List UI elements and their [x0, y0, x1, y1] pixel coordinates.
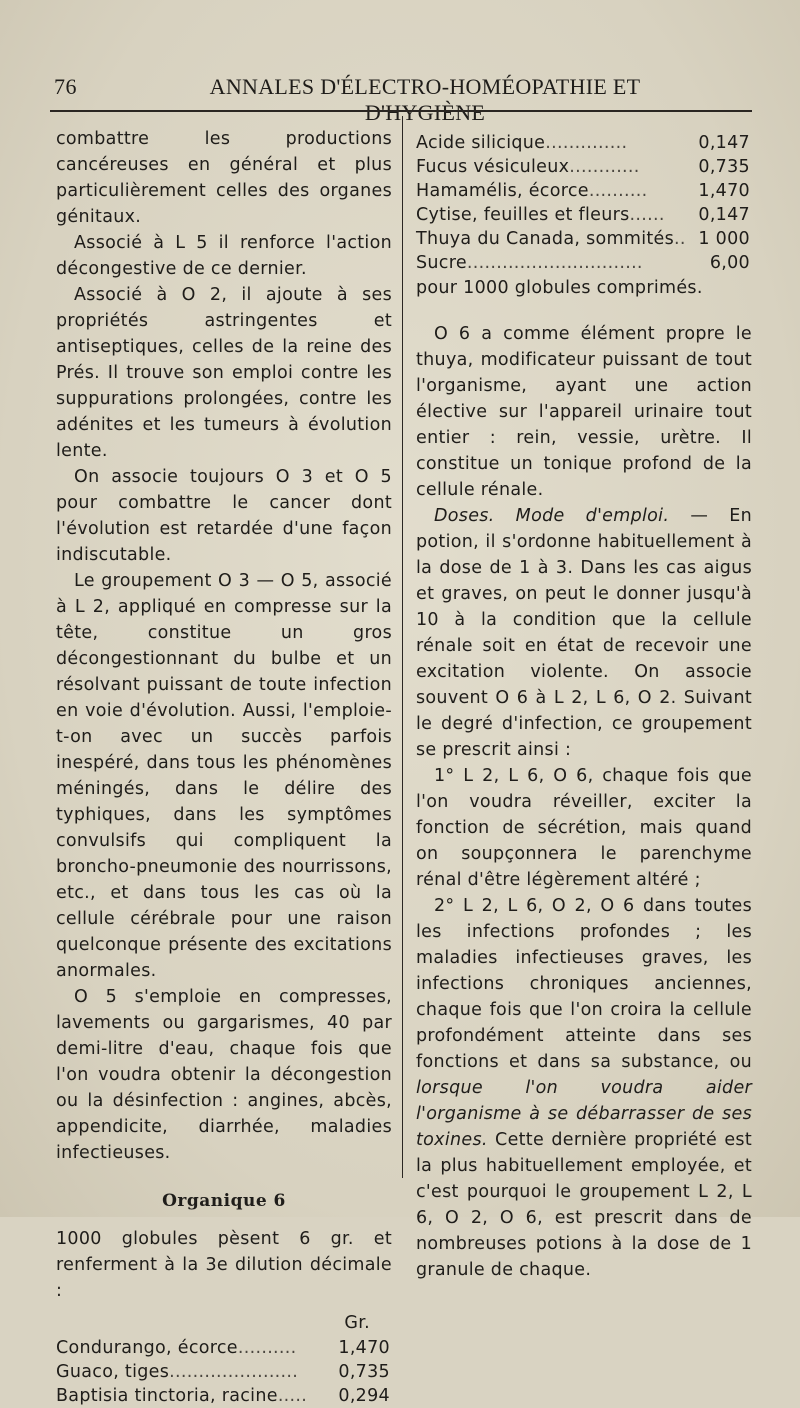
- ingredient-row: [56, 1384, 392, 1408]
- ingredient-name: Thuya du Canada, sommités: [416, 229, 675, 249]
- item-emphasis: lorsque l'on voudra aider l'organisme à se débarrasser de ses toxines.: [416, 1078, 752, 1150]
- dot-leader: ..........: [588, 181, 648, 201]
- dot-leader: ..........: [237, 1338, 297, 1358]
- ingredient-qty: 1 000: [698, 229, 750, 249]
- page-number: 76: [54, 74, 77, 99]
- ingredient-name: Acide silicique: [416, 133, 546, 153]
- ingredient-row: [416, 179, 752, 203]
- unit-label: Gr.: [344, 1313, 370, 1333]
- page-header: [0, 70, 800, 125]
- paragraph: On associe toujours O 3 et O 5 pour combattre le cancer dont l'évolution est retardée d'une façon indiscutable.: [56, 467, 392, 565]
- list-item: [416, 893, 752, 1283]
- ingredient-row: [416, 131, 752, 155]
- ingredient-name: Sucre: [416, 253, 467, 273]
- ingredient-qty: 1,470: [698, 181, 750, 201]
- ingredient-row: [416, 251, 752, 275]
- ingredient-qty: 0,147: [698, 133, 750, 153]
- composition-intro: 1000 globules pèsent 6 gr. et renferment à la 3e dilution décimale :: [56, 1229, 392, 1301]
- ingredient-row: [416, 155, 752, 179]
- ingredient-qty: 0,147: [698, 205, 750, 225]
- dot-leader: ......................: [169, 1362, 299, 1382]
- paragraph: combattre les productions cancéreuses en général et plus particulièrement celles des organes génitaux.: [56, 129, 392, 227]
- ingredient-qty: 0,735: [338, 1362, 390, 1382]
- paragraph: Le groupement O 3 — O 5, associé à L 2, appliqué en compresse sur la tête, constitue un gros décongestionnant du bulbe et un résolvant puissant de toute infection en voie d'évolution. Aussi, l'emploie-t-on avec un succès parfois inespéré, dans tous les phénomènes méningés, dans le délire des typhiques, dans les symptômes convulsifs qui compliquent la broncho-pneumonie des nourrissons, etc., et dans tous les cas où la cellule cérébrale pour une raison quelconque présente des excitations anormales.: [56, 571, 392, 981]
- dot-leader: .....: [277, 1386, 308, 1406]
- doses-text: — En potion, il s'ordonne habituellement à la dose de 1 à 3. Dans les cas aigus et graves, on peut le donner jusqu'à 10 à la condition que la cellule rénale soit en état de recevoir une excitation violente. On associe souvent O 6 à L 2, L 6, O 2. Suivant le degré d'infection, ce groupement se prescrit ainsi :: [416, 506, 752, 760]
- ingredient-row: [416, 203, 752, 227]
- paragraph: Associé à O 2, il ajoute à ses propriétés astringentes et antiseptiques, celles de la reine des Prés. Il trouve son emploi contre les suppurations prolongées, contre les adénites et les tumeurs à évolution lente.: [56, 285, 392, 461]
- dot-leader: ............: [569, 157, 640, 177]
- composition-footer: pour 1000 globules comprimés.: [416, 278, 703, 298]
- ingredient-row: [416, 227, 752, 251]
- right-column: [416, 131, 752, 1283]
- section-title: Organique 6: [162, 1191, 286, 1211]
- ingredient-name: Cytise, feuilles et fleurs: [416, 205, 630, 225]
- item-text: 2° L 2, L 6, O 2, O 6 dans toutes les infections profondes ; les maladies infectieuses graves, les infections chroniques anciennes, chaque fois que l'on croira la cellule profondément atteinte dans ses fonctions et dans sa substance, ou: [416, 896, 752, 1072]
- doses-label: Doses. Mode d'emploi.: [434, 506, 670, 526]
- item-text: Cette dernière propriété est la plus habituellement employée, et c'est pourquoi le groupement L 2, L 6, O 2, O 6, est prescrit dans de nombreuses potions à la dose de 1 granule de chaque.: [416, 1130, 752, 1280]
- ingredient-table: [56, 1336, 392, 1408]
- left-column: [56, 126, 392, 1408]
- ingredient-row: [56, 1360, 392, 1384]
- running-title: ANNALES D'ÉLECTRO-HOMÉOPATHIE ET D'HYGIÈNE: [209, 74, 641, 125]
- ingredient-name: Guaco, tiges: [56, 1362, 170, 1382]
- column-divider: [402, 116, 403, 1178]
- doses-paragraph: [416, 503, 752, 763]
- ingredient-qty: 0,294: [338, 1386, 390, 1406]
- paragraph: Associé à L 5 il renforce l'action décongestive de ce dernier.: [56, 233, 392, 279]
- header-rule: [50, 110, 752, 112]
- list-item: 1° L 2, L 6, O 6, chaque fois que l'on voudra réveiller, exciter la fonction de sécrétion, mais quand on soupçonnera le parenchyme rénal d'être légèrement altéré ;: [416, 766, 752, 890]
- ingredient-name: Fucus vésiculeux: [416, 157, 570, 177]
- ingredient-name: Hamamélis, écorce: [416, 181, 589, 201]
- ingredient-qty: 6,00: [709, 253, 750, 273]
- ingredient-name: Condurango, écorce: [56, 1338, 238, 1358]
- ingredient-qty: 0,735: [698, 157, 750, 177]
- dot-leader: ..: [674, 229, 686, 249]
- ingredient-table: [416, 131, 752, 275]
- ingredient-row: [56, 1336, 392, 1360]
- paragraph: O 6 a comme élément propre le thuya, modificateur puissant de tout l'organisme, ayant une action élective sur l'appareil urinaire tout entier : rein, vessie, urètre. Il constitue un tonique profond de la cellule rénale.: [416, 324, 752, 500]
- dot-leader: ..............: [545, 133, 628, 153]
- ingredient-qty: 1,470: [338, 1338, 390, 1358]
- dot-leader: ..............................: [466, 253, 643, 273]
- dot-leader: ......: [629, 205, 665, 225]
- ingredient-name: Baptisia tinctoria, racine: [56, 1386, 278, 1406]
- paragraph: O 5 s'emploie en compresses, lavements ou gargarismes, 40 par demi-litre d'eau, chaque fois que l'on voudra obtenir la décongestion ou la désinfection : angines, abcès, appendicite, diarrhée, maladies infectieuses.: [56, 987, 392, 1163]
